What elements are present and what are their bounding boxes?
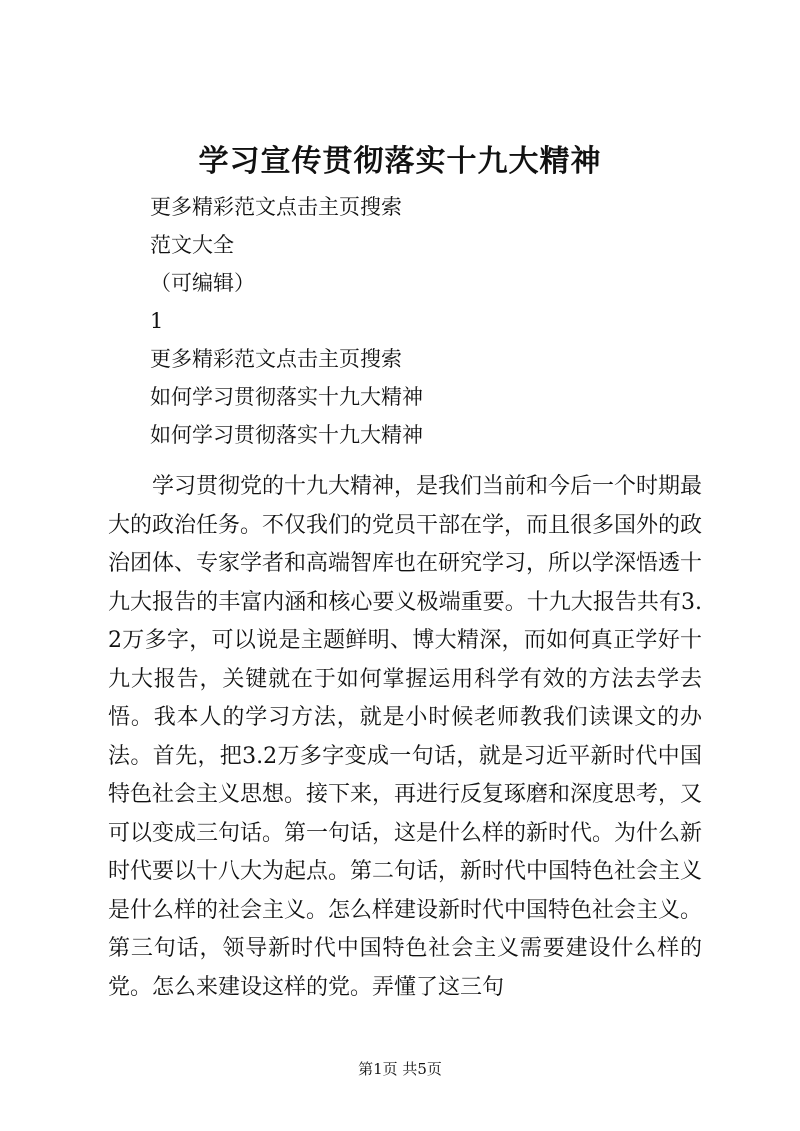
header-line: 更多精彩范文点击主页搜索 — [150, 195, 402, 219]
body-paragraph: 学习贯彻党的十九大精神，是我们当前和今后一个时期最大的政治任务。不仅我们的党员干部在学，而且很多国外的政治团体、专家学者和高端智库也在研究学习，所以学深悟透十九大报告的丰富内涵和核心要义极端重要。十九大报告共有3.2万多字，可以说是主题鲜明、博大精深，而如何真正学好十九大报告，关键就在于如何掌握运用科学有效的方法去学去悟。我本人的学习方法，就是小时候老师教我们读课文的办法。首先，把3.2万多字变成一句话，就是习近平新时代中国特色社会主义思想。接下来，再进行反复琢磨和深度思考，又可以变成三句话。第一句话，这是什么样的新时代。为什么新时代要以十八大为起点。第二句话，新时代中国特色社会主义是什么样的社会主义。怎么样建设新时代中国特色社会主义。第三句话，领导新时代中国特色社会主义需要建设什么样的党。怎么来建设这样的党。弄懂了这三句 — [108, 474, 703, 1000]
header-line: （可编辑） — [150, 271, 255, 295]
header-line: 如何学习贯彻落实十九大精神 — [150, 385, 423, 409]
page-footer: 第1页 共5页 — [358, 1060, 442, 1078]
header-lines — [150, 188, 750, 454]
header-line: 范文大全 — [150, 233, 234, 257]
page-title: 学习宣传贯彻落实十九大精神 — [198, 144, 602, 179]
header-line: 1 — [150, 309, 164, 333]
header-line: 更多精彩范文点击主页搜索 — [150, 347, 402, 371]
header-line: 如何学习贯彻落实十九大精神 — [150, 423, 423, 447]
